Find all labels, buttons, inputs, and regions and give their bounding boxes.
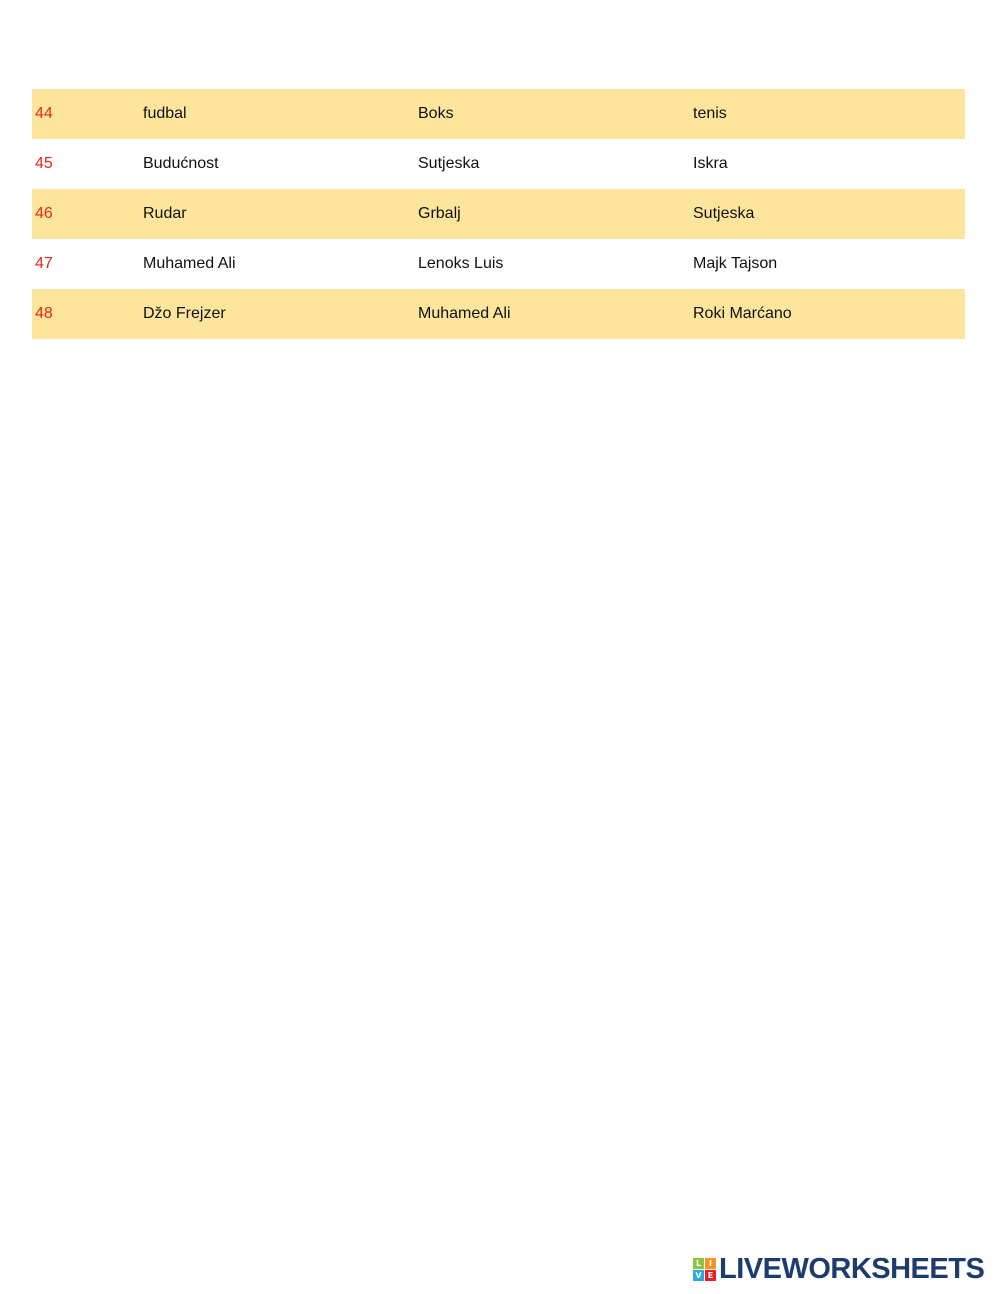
row-number: 46: [35, 205, 53, 222]
option-a: Džo Frejzer: [143, 305, 226, 322]
option-b: Sutjeska: [418, 155, 480, 172]
option-a: Budućnost: [143, 155, 219, 172]
option-c: Roki Marćano: [693, 305, 792, 322]
option-b: Boks: [418, 105, 454, 122]
liveworksheets-logo: [693, 1253, 985, 1285]
logo-tile-l: L: [693, 1258, 704, 1269]
row-number: 44: [35, 105, 53, 122]
option-a: fudbal: [143, 105, 187, 122]
option-c: tenis: [693, 105, 727, 122]
row-number: 47: [35, 255, 53, 272]
row-number: 48: [35, 305, 53, 322]
logo-tile-v: V: [693, 1270, 704, 1281]
option-c: Iskra: [693, 155, 728, 172]
table-row: [32, 289, 965, 339]
table-row: [32, 139, 965, 189]
table-row: [32, 89, 965, 139]
row-number: 45: [35, 155, 53, 172]
option-b: Lenoks Luis: [418, 255, 504, 272]
logo-tile-e: E: [705, 1270, 716, 1281]
option-b: Grbalj: [418, 205, 461, 222]
liveworksheets-logo-text: LIVEWORKSHEETS: [719, 1253, 985, 1285]
option-c: Majk Tajson: [693, 255, 778, 272]
option-b: Muhamed Ali: [418, 305, 511, 322]
worksheet-table: [32, 89, 965, 339]
option-a: Rudar: [143, 205, 187, 222]
option-c: Sutjeska: [693, 205, 755, 222]
logo-tile-i: I: [705, 1258, 716, 1269]
table-row: [32, 239, 965, 289]
liveworksheets-logo-icon: [693, 1258, 716, 1281]
table-row: [32, 189, 965, 239]
option-a: Muhamed Ali: [143, 255, 236, 272]
